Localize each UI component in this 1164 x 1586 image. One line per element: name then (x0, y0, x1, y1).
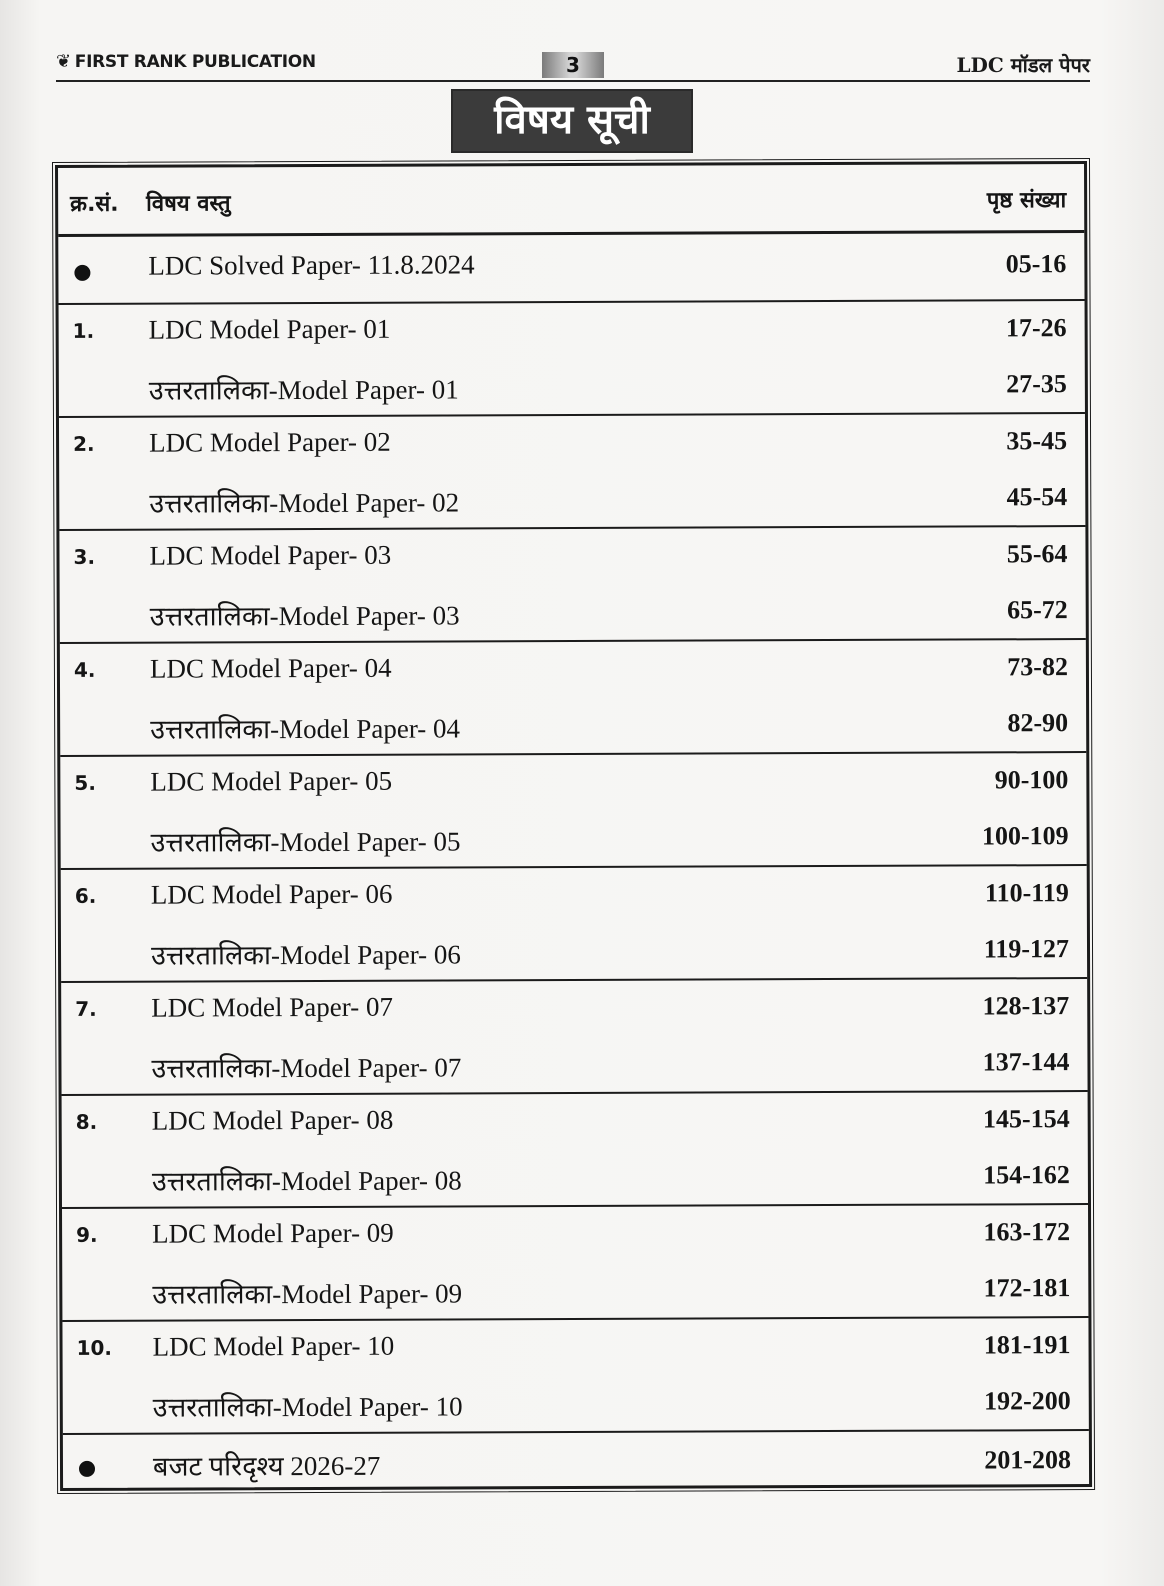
page-range: 172-181 (983, 1273, 1071, 1303)
topic-text: LDC Model Paper- 03 (149, 539, 392, 571)
topic-text: उत्तरतालिका-Model Paper- 04 (150, 713, 461, 745)
toc-group (59, 299, 1085, 418)
serial-number: 3. (73, 544, 96, 569)
toc-group (60, 751, 1086, 870)
topic-text: LDC Model Paper- 02 (149, 426, 391, 458)
page-range: 192-200 (984, 1386, 1071, 1416)
topic-text: LDC Solved Paper- 11.8.2024 (148, 249, 475, 281)
page-range: 65-72 (1006, 595, 1068, 625)
topic-text: LDC Model Paper- 05 (150, 765, 393, 797)
table-row (58, 237, 1084, 297)
toc-group (59, 525, 1085, 644)
topic-text: उत्तरतालिका-Model Paper- 07 (151, 1052, 462, 1084)
toc-group (59, 412, 1085, 531)
page-range: 137-144 (982, 1047, 1070, 1077)
table-row (61, 979, 1087, 1039)
serial-number: 7. (75, 996, 97, 1021)
page-range: 45-54 (1006, 482, 1068, 512)
page-range: 119-127 (983, 934, 1070, 964)
table-row (62, 1092, 1088, 1152)
page-range: 100-109 (981, 821, 1069, 851)
topic-text: उत्तरतालिका-Model Paper- 08 (151, 1165, 462, 1197)
topic-text: उत्तरतालिका-Model Paper- 02 (149, 487, 460, 519)
page-range: 27-35 (1006, 369, 1067, 399)
bullet-icon (74, 265, 90, 281)
page-range: 145-154 (982, 1104, 1070, 1134)
topic-text: उत्तरतालिका-Model Paper- 03 (149, 600, 460, 632)
topic-text: LDC Model Paper- 04 (149, 652, 392, 684)
publisher-name (56, 52, 316, 72)
toc-group (61, 864, 1087, 983)
page-range: 201-208 (984, 1445, 1072, 1475)
table-row (59, 527, 1085, 587)
publisher-label: FIRST RANK PUBLICATION (74, 52, 316, 72)
table-row (59, 470, 1085, 530)
page-range: 17-26 (1005, 313, 1067, 343)
serial-number: 10. (76, 1335, 113, 1360)
table-row (60, 809, 1086, 869)
serial-number: 2. (73, 431, 95, 456)
page-number: 3 (542, 52, 604, 78)
serial-number: 9. (76, 1222, 98, 1247)
table-row (60, 696, 1086, 756)
topic-text: LDC Model Paper- 07 (151, 991, 393, 1023)
page-header (56, 48, 1090, 82)
table-row (62, 1205, 1088, 1265)
page-range: 154-162 (983, 1160, 1070, 1190)
topic-text: उत्तरतालिका-Model Paper- 09 (152, 1278, 463, 1310)
topic-text: LDC Model Paper- 06 (150, 878, 393, 910)
toc-title: विषय सूची (451, 89, 693, 153)
header-page-number: पृष्ठ संख्या (986, 188, 1067, 214)
page-range: 163-172 (983, 1217, 1071, 1247)
table-row (62, 1318, 1088, 1378)
table-row (59, 301, 1085, 361)
header-serial-number: क्र.सं. (70, 191, 119, 217)
book-logo-icon: ❦ (56, 51, 71, 72)
contents-table (55, 161, 1092, 1491)
toc-group (58, 233, 1084, 305)
table-row (61, 866, 1087, 926)
page-range: 128-137 (982, 991, 1070, 1021)
book-title: LDC मॉडल पेपर (956, 53, 1090, 77)
page-range: 05-16 (1005, 249, 1067, 279)
topic-text: LDC Model Paper- 10 (152, 1330, 395, 1362)
topic-text: LDC Model Paper- 01 (148, 313, 391, 345)
serial-number: 4. (73, 657, 96, 682)
table-row (60, 583, 1086, 643)
table-row (60, 753, 1086, 813)
page-range: 82-90 (1007, 708, 1069, 738)
page-range: 181-191 (983, 1330, 1071, 1360)
topic-text: उत्तरतालिका-Model Paper- 10 (152, 1391, 463, 1423)
topic-text: LDC Model Paper- 09 (152, 1217, 394, 1249)
table-row (61, 922, 1087, 982)
serial-number: 5. (74, 770, 96, 795)
table-row (62, 1148, 1088, 1208)
page-range: 90-100 (994, 765, 1069, 795)
serial-number: 8. (75, 1109, 98, 1134)
table-row (59, 414, 1085, 474)
toc-group (62, 1090, 1088, 1209)
table-row (62, 1261, 1088, 1321)
toc-group (60, 638, 1086, 757)
page-range: 55-64 (1006, 539, 1068, 569)
topic-text: उत्तरतालिका-Model Paper- 06 (150, 939, 461, 971)
page-range: 110-119 (984, 878, 1069, 908)
table-row (60, 640, 1086, 700)
topic-text: बजट परिदृश्य 2026-27 (152, 1450, 381, 1482)
toc-group (63, 1429, 1089, 1499)
topic-text: LDC Model Paper- 08 (151, 1104, 394, 1136)
table-row (63, 1433, 1089, 1493)
table-row (61, 1035, 1087, 1095)
header-topic: विषय वस्तु (146, 191, 231, 217)
topic-text: उत्तरतालिका-Model Paper- 01 (148, 374, 459, 406)
toc-group (61, 977, 1087, 1096)
topic-text: उत्तरतालिका-Model Paper- 05 (150, 826, 461, 858)
serial-number: 1. (72, 318, 95, 343)
bullet-icon (79, 1461, 95, 1477)
page-range: 35-45 (1006, 426, 1068, 456)
toc-group (62, 1203, 1088, 1322)
table-row (59, 357, 1085, 417)
toc-group (62, 1316, 1088, 1435)
table-header (58, 164, 1084, 237)
serial-number: 6. (74, 883, 97, 908)
page-range: 73-82 (1007, 652, 1068, 682)
table-row (63, 1374, 1089, 1434)
